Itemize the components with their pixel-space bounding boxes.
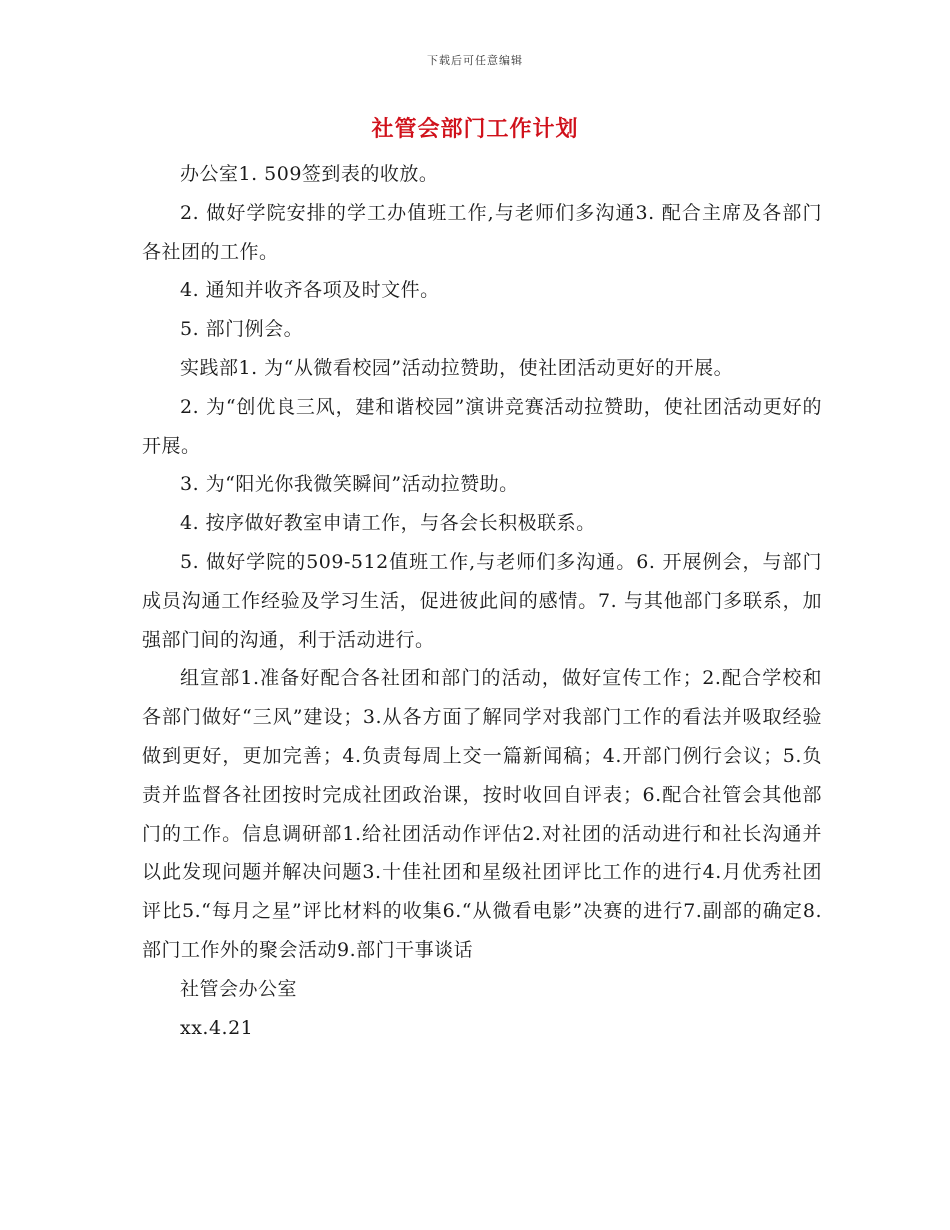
paragraph-office-4: 4. 通知并收齐各项及时文件。: [180, 279, 440, 302]
paragraph-publicity: 组宣部1.准备好配合各社团和部门的活动，做好宣传工作；2.配合学校和各部门做好“三风”建设；3.从各方面了解同学对我部门工作的看法并吸取经验做到更好，更加完善；4.负责每周上交一篇新闻稿；4.开部门例行会议；5.负责并监督各社团按时完成社团政治课，按时收回自评表；6.配合社管会其他部门的工作。信息调研部1.给社团活动作评估2.对社团的活动进行和社长沟通并以此发现问题并解决问题3.十佳社团和星级社团评比工作的进行4.月优秀社团评比5.“每月之星”评比材料的收集6.“从微看电影”决赛的进行7.副部的确定8.部门工作外的聚会活动9.部门干事谈话: [142, 667, 822, 961]
paragraph-practice-3: 3. 为“阳光你我微笑瞬间”活动拉赞助。: [180, 473, 519, 496]
document-body: [142, 155, 822, 1047]
paragraph-practice-5: 5. 做好学院的509-512值班工作,与老师们多沟通。6. 开展例会，与部门成员沟通工作经验及学习生活，促进彼此间的感情。7. 与其他部门多联系，加强部门间的沟通，利于活动进行。: [142, 550, 822, 651]
document-title: 社管会部门工作计划: [371, 116, 579, 142]
paragraph-practice-1: 实践部1. 为“从微看校园”活动拉赞助，使社团活动更好的开展。: [180, 356, 734, 379]
paragraph-office-5: 5. 部门例会。: [180, 318, 304, 341]
paragraph-office-1: 办公室1. 509签到表的收放。: [180, 163, 439, 185]
signature-office: 社管会办公室: [180, 977, 298, 1000]
paragraph-practice-2: 2. 为“创优良三风，建和谐校园”演讲竞赛活动拉赞助，使社团活动更好的开展。: [142, 395, 822, 457]
header-note: 下载后可任意编辑: [427, 54, 523, 67]
paragraph-office-2: 2. 做好学院安排的学工办值班工作,与老师们多沟通3. 配合主席及各部门各社团的工作。: [142, 201, 822, 263]
signature-date: xx.4.21: [180, 1016, 254, 1039]
paragraph-practice-4: 4. 按序做好教室申请工作，与各会长积极联系。: [180, 512, 596, 535]
